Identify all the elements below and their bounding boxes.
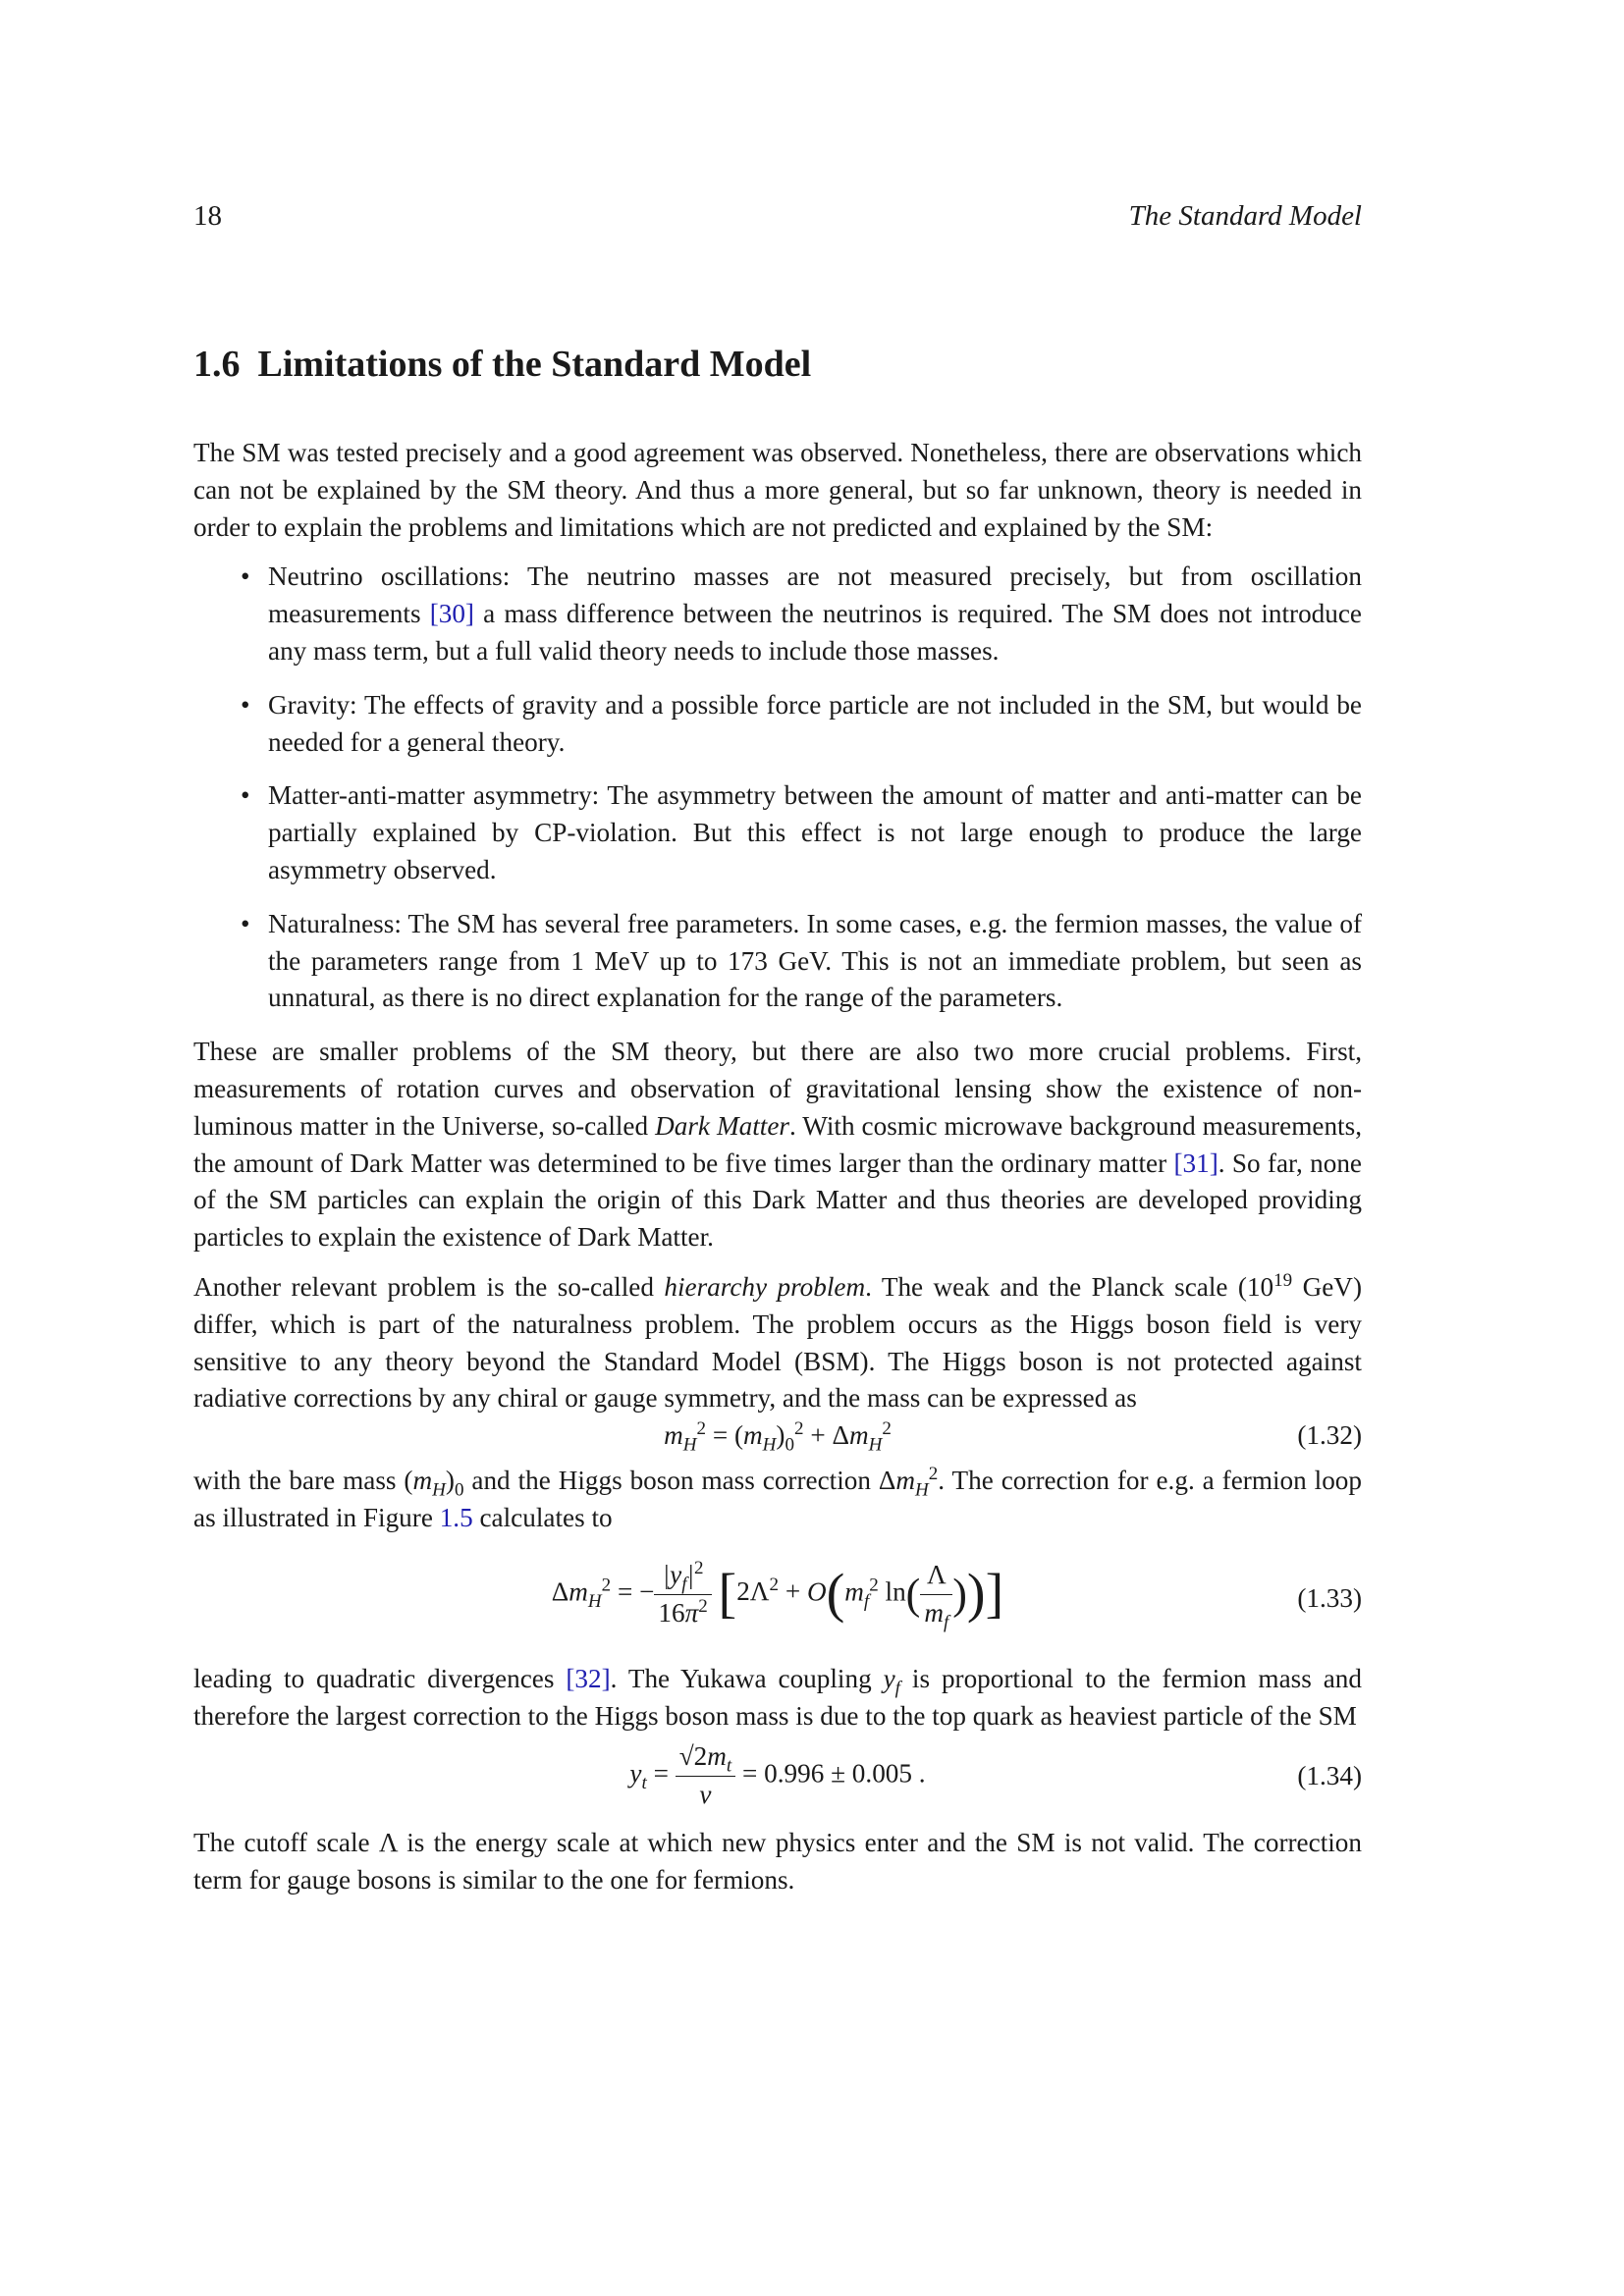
hierarchy-paragraph: Another relevant problem is the so-called hierarchy problem. The weak and the Planck scale ($10^{19}$ GeV) differ, which is part of the naturalness problem. The problem occurs as the Higgs boson field is very sensitive to any theory beyond the Standard Model (BSM). The Higgs boson is not protected against radiative corrections by any chiral or gauge symmetry, and the mass can be expressed as	[193, 1269, 1362, 1414]
bare-mass-paragraph: with the bare mass $(m_H)_0$ and the Higgs boson mass correction $\Delta m_H^2$. The correction for e.g. a fermion loop as illustrated in Figure 1.5 calculates to	[193, 1464, 1362, 1532]
bullet-text: Gravity: The effects of gravity and a possible force particle are not included in the SM, but would be needed for a general theory.	[268, 689, 1362, 757]
equation-math: $m_H^2 = (m_H)_0^2 + \Delta m_H^2$	[664, 1418, 892, 1456]
section-heading	[193, 342, 811, 387]
equation-number: (1.34)	[1297, 1761, 1362, 1791]
bullet-text: Naturalness: The SM has several free parameters. In some cases, e.g. the fermion masses, the value of the parameters range from 1 MeV up to 173 GeV. This is not an immediate problem, but seen as unnatural, as there is no direct explanation for the range of the parameters.	[268, 908, 1362, 1013]
bullet-text: a mass difference between the neutrinos is required. The SM does not introduce any mass term, but a full valid theory needs to include those masses.	[268, 599, 1362, 666]
list-item: • Naturalness: The SM has several free parameters. In some cases, e.g. the fermion masses, the value of the parameters range from 1 MeV up to 173 GeV. This is not an immediate problem, but seen as unnatural, as there is no direct explanation for the range of the parameters.	[241, 908, 1362, 1013]
cutoff-paragraph: The cutoff scale Λ is the energy scale at which new physics enter and the SM is not valid. The correction term for gauge bosons is similar to the one for fermions.	[193, 1828, 1362, 1896]
citation-link[interactable]: [31]	[1173, 1148, 1218, 1178]
figure-link[interactable]: 1.5	[439, 1502, 473, 1532]
equation-1-34	[193, 1735, 1362, 1813]
intro-paragraph: The SM was tested precisely and a good agreement was observed. Nonetheless, there are observations which can not be explained by the SM theory. And thus a more general, but so far unknown, theory is needed in order to explain the problems and limitations which are not predicted and explained by the SM:	[193, 438, 1362, 542]
page-number: 18	[193, 200, 222, 232]
equation-1-33	[193, 1545, 1362, 1653]
citation-link[interactable]: [32]	[566, 1663, 611, 1693]
equation-math: $\Delta m_H^2$ = − $\frac{|y_f|^2}{16\pi^2}$ [$2\Lambda^2 + O(m_f^2$ ln( $\frac{\Lambda}{m_f}$ ))]	[551, 1557, 1004, 1632]
section-title: Limitations of the Standard Model	[257, 344, 812, 385]
equation-number: (1.32)	[1297, 1420, 1362, 1451]
yukawa-value: = 0.996 ± 0.005 .	[741, 1758, 926, 1789]
yukawa-paragraph: leading to quadratic divergences [32]. The Yukawa coupling $y_f$ is proportional to the fermion mass and therefore the largest correction to the Higgs boson mass is due to the top quark as heaviest particle of the SM	[193, 1663, 1362, 1731]
equation-number: (1.33)	[1297, 1582, 1362, 1613]
body-text	[193, 435, 1362, 1912]
list-item: • Neutrino oscillations: The neutrino masses are not measured precisely, but from oscillation measurements [30] a mass difference between the neutrinos is required. The SM does not introduce any mass term, but a full valid theory needs to include those masses.	[241, 561, 1362, 666]
dark-matter-paragraph: These are smaller problems of the SM theory, but there are also two more crucial problems. First, measurements of rotation curves and observation of gravitational lensing show the existence of non-luminous matter in the Universe, so-called Dark Matter. With cosmic microwave background measurements, the amount of Dark Matter was determined to be five times larger than the ordinary matter [31]. So far, none of the SM particles can explain the origin of this Dark Matter and thus theories are developed providing particles to explain the existence of Dark Matter.	[193, 1037, 1362, 1253]
equation-math: $y_t$ = $\frac{√2m_t}{v}$ = 0.996 ± 0.005 .	[193, 1738, 1362, 1814]
section-number: 1.6	[193, 344, 241, 385]
list-item: • Matter-anti-matter asymmetry: The asymmetry between the amount of matter and anti-matter can be partially explained by CP-violation. But this effect is not large enough to produce the large asymmetry observed.	[241, 780, 1362, 884]
limitations-list	[193, 559, 1362, 1017]
bullet-text: Matter-anti-matter asymmetry: The asymmetry between the amount of matter and anti-matter can be partially explained by CP-violation. But this effect is not large enough to produce the large asymmetry observed.	[268, 780, 1362, 884]
running-title: The Standard Model	[1128, 200, 1362, 232]
citation-link[interactable]: [30]	[429, 599, 474, 629]
equation-1-32	[193, 1417, 1362, 1457]
list-item: • Gravity: The effects of gravity and a possible force particle are not included in the SM, but would be needed for a general theory.	[241, 689, 1362, 757]
bullet-text: Neutrino oscillations: The neutrino masses are not measured precisely, but from oscillation measurements	[268, 561, 1362, 629]
